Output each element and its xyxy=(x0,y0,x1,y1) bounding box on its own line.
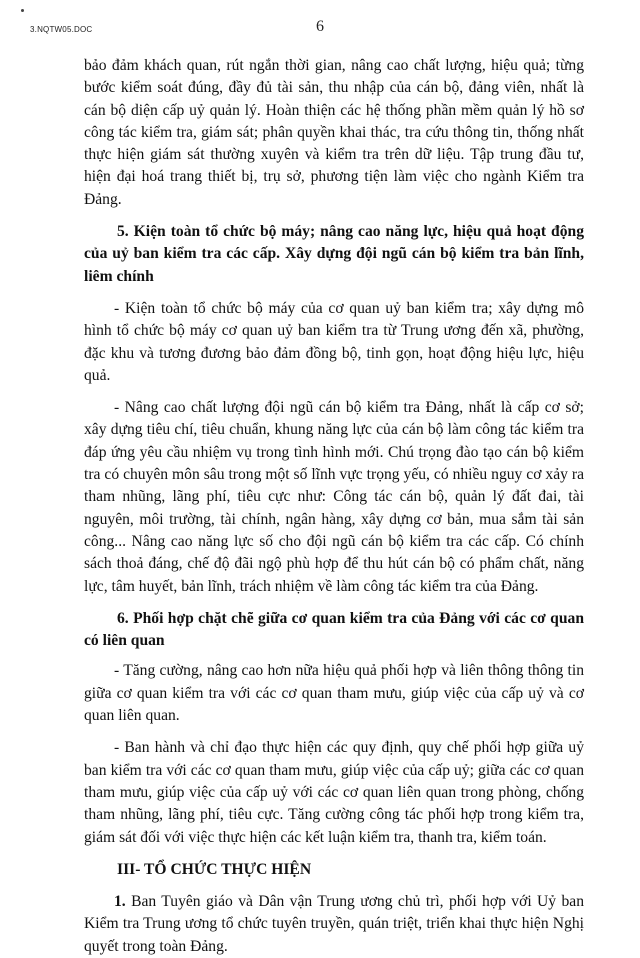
paragraph-6b: - Ban hành và chỉ đạo thực hiện các quy định, quy chế phối hợp giữa uỷ ban kiểm tra với các cơ quan tham mưu, giúp việc của cấp uỷ; giữa các cơ quan tham mưu, giúp việc của cấp uỷ với các cơ quan liên quan trong phòng, chống tham nhũng, lãng phí, tiêu cực. Tăng cường công tác phối hợp trong kiểm tra, giám sát đối với việc thực hiện các kết luận kiểm tra, thanh tra, kiểm toán. xyxy=(84,739,584,846)
paragraph-continuation: bảo đảm khách quan, rút ngắn thời gian, nâng cao chất lượng, hiệu quả; từng bước kiểm soát đúng, đầy đủ tài sản, thu nhập của cán bộ, đảng viên, nhất là cán bộ diện cấp uỷ quản lý. Hoàn thiện các hệ thống phần mềm quản lý hồ sơ công tác kiểm tra, giám sát; phân quyền khai thác, tra cứu thông tin, thống nhất thực hiện giám sát thường xuyên và kiểm tra trên dữ liệu. Tập trung đầu tư, hiện đại hoá trang thiết bị, trụ sở, phương tiện làm việc cho ngành Kiểm tra Đảng. xyxy=(84,57,584,208)
paragraph-5b: - Nâng cao chất lượng đội ngũ cán bộ kiểm tra Đảng, nhất là cấp cơ sở; xây dựng tiêu chí, tiêu chuẩn, khung năng lực của cán bộ làm công tác kiểm tra đáp ứng yêu cầu nhiệm vụ trong tình hình mới. Chú trọng đào tạo cán bộ kiểm tra có chuyên môn sâu trong một số lĩnh vực trọng yếu, có nhiều nguy cơ xảy ra tham nhũng, lãng phí, tiêu cực như: Công tác cán bộ, quản lý đất đai, tài nguyên, môi trường, tài chính, ngân hàng, xây dựng cơ bản, mua sắm tài sản công... Nâng cao năng lực số cho đội ngũ cán bộ kiểm tra các cấp. Có chính sách thoả đáng, chế độ đãi ngộ phù hợp để thu hút cán bộ có phẩm chất, năng lực, tâm huyết, bản lĩnh, trách nhiệm về làm công tác kiểm tra của Đảng. xyxy=(84,399,584,595)
document-body xyxy=(84,55,584,958)
section-heading-5: 5. Kiện toàn tổ chức bộ máy; nâng cao năng lực, hiệu quả hoạt động của uỷ ban kiểm tra các cấp. Xây dựng đội ngũ cán bộ kiểm tra bản lĩnh, liêm chính xyxy=(84,223,584,285)
item-text: Ban Tuyên giáo và Dân vận Trung ương chủ trì, phối hợp với Uỷ ban Kiểm tra Trung ương tổ chức tuyên truyền, quán triệt, triển khai thực hiện Nghị quyết trong toàn Đảng. xyxy=(84,893,584,955)
paragraph-6a: - Tăng cường, nâng cao hơn nữa hiệu quả phối hợp và liên thông thông tin giữa cơ quan kiểm tra với các cơ quan tham mưu, giúp việc của cấp uỷ và cơ quan liên quan. xyxy=(84,662,584,725)
section-heading-6: 6. Phối hợp chặt chẽ giữa cơ quan kiểm tra của Đảng với các cơ quan có liên quan xyxy=(84,609,584,650)
document-file-name: 3.NQTW05.DOC xyxy=(30,25,93,34)
scan-speck xyxy=(21,9,24,12)
item-number: 1. xyxy=(114,893,126,911)
page-number: 6 xyxy=(316,18,324,35)
paragraph-iii-1 xyxy=(84,891,584,958)
paragraph-5a: - Kiện toàn tổ chức bộ máy của cơ quan uỷ ban kiểm tra; xây dựng mô hình tổ chức bộ máy cơ quan uỷ ban kiểm tra từ Trung ương đến xã, phường, đặc khu và tương đương bảo đảm đồng bộ, tinh gọn, hoạt động hiệu lực, hiệu quả. xyxy=(84,299,584,384)
section-heading-iii: III- TỔ CHỨC THỰC HIỆN xyxy=(117,860,312,878)
